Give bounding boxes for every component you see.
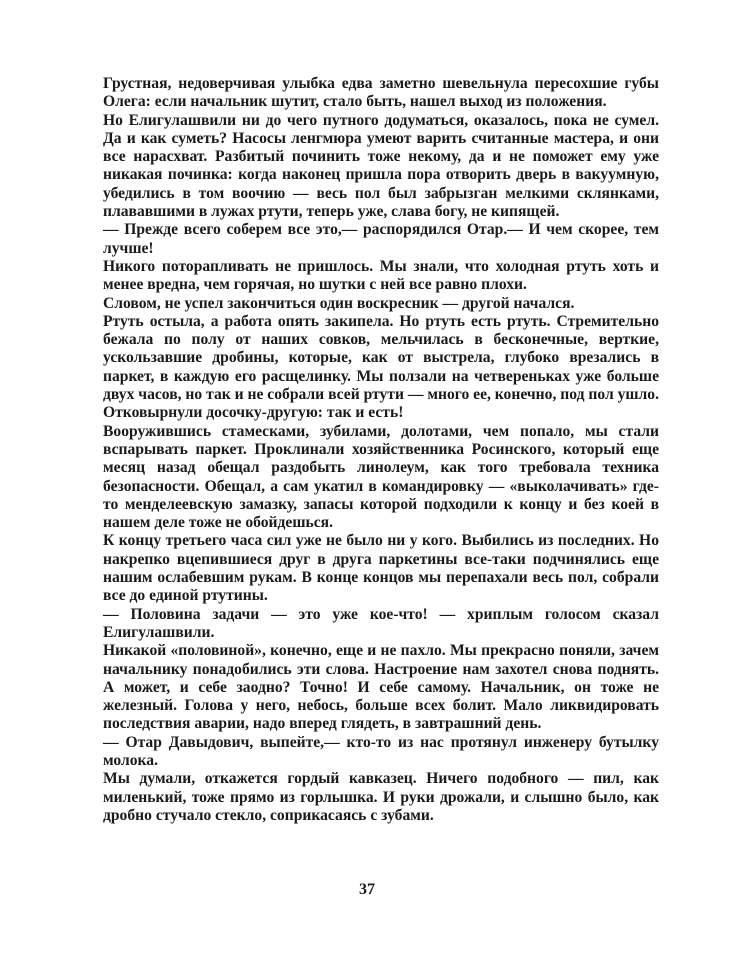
paragraph: Ртуть остыла, а работа опять закипела. Но ртуть есть ртуть. Стремительно бежала по полу от наших совков, мельчилась в бесконечные, верткие, ускользавшие дробины, которые, как от выстрела, глубоко врезались в паркет, в каждую его расщелинку. Мы ползали на четвереньках уже больше двух часов, но так и не собрали всей ртути — много ее, конечно, под пол ушло. Отковырнули досочку-другую: так и есть! [103, 312, 659, 422]
paragraph: Вооружившись стамесками, зубилами, долотами, чем попало, мы стали вспарывать паркет. Проклинали хозяйственника Росинского, который еще месяц назад обещал раздобыть линолеум, как того требовала техника безопасности. Обещал, а сам укатил в командировку — «выколачивать» где-то менделеевскую замазку, запасы которой подходили к концу и без коей в нашем деле тоже не обойдешься. [103, 422, 659, 532]
paragraph: — Половина задачи — это уже кое-что! — хриплым голосом сказал Елигулашвили. [103, 605, 659, 641]
paragraph: Грустная, недоверчивая улыбка едва заметно шевельнула пересохшие губы Олега: если начальник шутит, стало быть, нашел выход из положения. [103, 75, 659, 111]
paragraph: — Прежде всего соберем все это,— распорядился Отар.— И чем скорее, тем лучше! [103, 221, 659, 257]
paragraph: Но Елигулашвили ни до чего путного додуматься, оказалось, пока не сумел. Да и как суметь? Насосы ленгмюра умеют варить считанные мастера, и они все нарасхват. Разбитый починить тоже некому, да и не поможет ему уже никакая починка: когда наконец пришла пора отворить дверь в вакуумную, убедились в том воочию — весь пол был забрызган мелкими склянками, плававшими в лужах ртути, теперь уже, слава богу, не кипящей. [103, 111, 659, 221]
paragraph: — Отар Давыдович, выпейте,— кто-то из нас протянул инженеру бутылку молока. [103, 733, 659, 769]
paragraph: Словом, не успел закончиться один воскресник — другой начался. [103, 294, 575, 312]
page-number: 37 [359, 881, 375, 898]
paragraph: Никакой «половиной», конечно, еще и не пахло. Мы прекрасно поняли, зачем начальнику понадобились эти слова. Настроение нам захотел снова поднять. А может, и себе заодно? Точно! И себе самому. Начальник, он тоже не железный. Голова у него, небось, больше всех болит. Мало ликвидировать последствия аварии, надо вперед глядеть, в завтрашний день. [103, 642, 659, 733]
paragraph: К концу третьего часа сил уже не было ни у кого. Выбились из последних. Но накрепко вцепившиеся друг в друга паркетины все-таки подчинялись еще нашим ослабевшим рукам. В конце концов мы перепахали весь пол, собрали все до единой ртутины. [103, 532, 659, 605]
body-text [103, 75, 659, 825]
paragraph: Мы думали, откажется гордый кавказец. Ничего подобного — пил, как миленький, тоже прямо из горлышка. И руки дрожали, и слышно было, как дробно стучало стекло, соприкасаясь с зубами. [103, 770, 659, 824]
paragraph: Никого поторапливать не пришлось. Мы знали, что холодная ртуть хоть и менее вредна, чем горячая, но шутки с ней все равно плохи. [103, 257, 659, 294]
